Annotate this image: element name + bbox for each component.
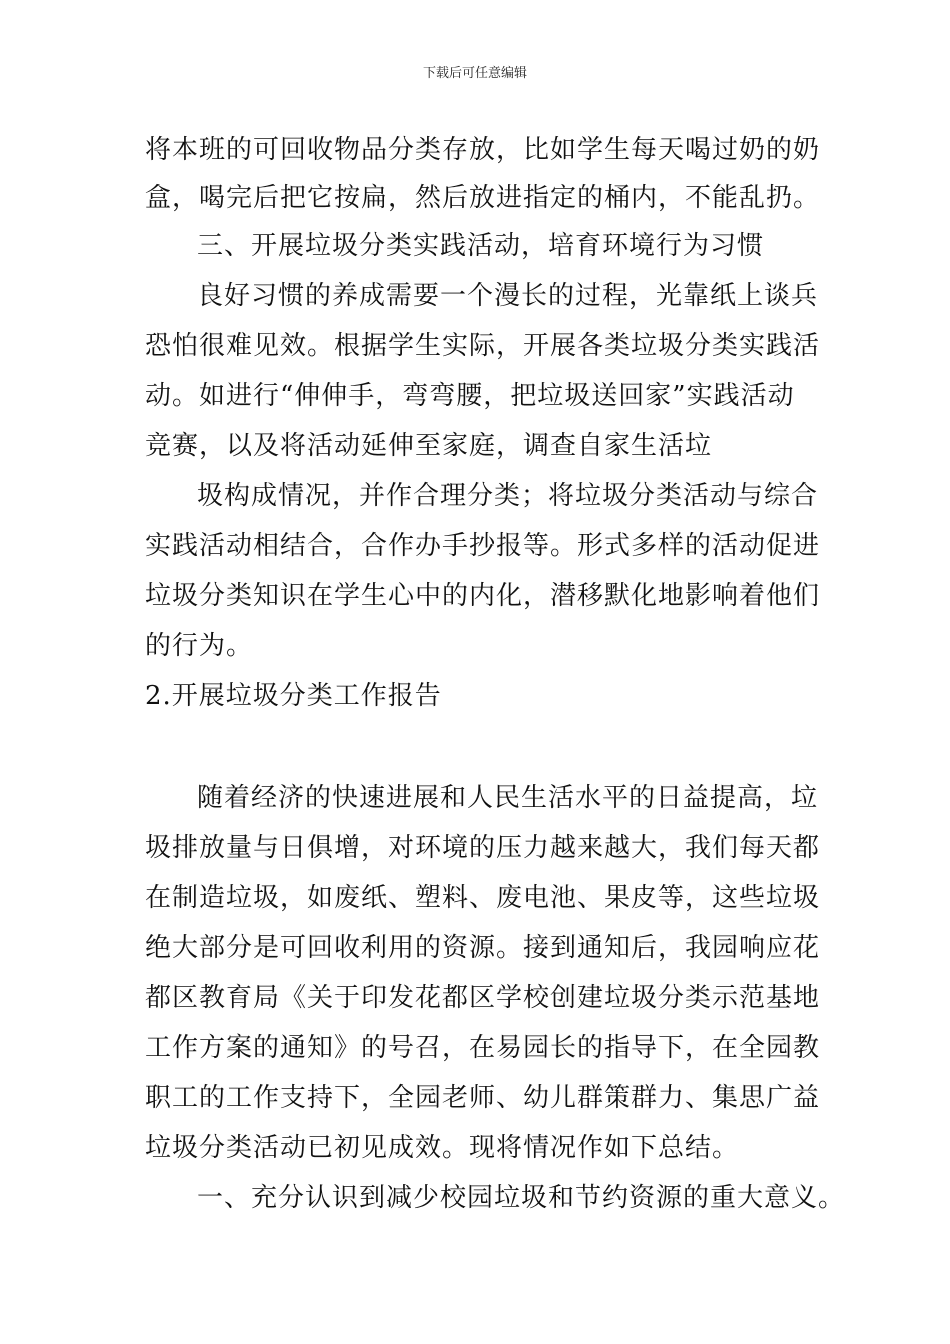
body-text-line: 绝大部分是可回收利用的资源。接到通知后，我园响应花 [145,933,821,963]
body-text-line: 圾构成情况，并作合理分类；将垃圾分类活动与综合 [197,481,819,511]
body-text-line: 将本班的可回收物品分类存放，比如学生每天喝过奶的奶 [145,135,821,165]
body-text-line: 动。如进行“伸伸手，弯弯腰，把垃圾送回家”实践活动 [145,381,795,411]
body-text-line: 良好习惯的养成需要一个漫长的过程，光靠纸上谈兵 [197,281,819,311]
body-text-line: 盒，喝完后把它按扁，然后放进指定的桶内，不能乱扔。 [145,183,821,213]
body-text-line: 职工的工作支持下，全园老师、幼儿群策群力、集思广益 [145,1083,821,1113]
body-text-line: 垃圾分类知识在学生心中的内化，潜移默化地影响着他们 [145,581,821,611]
body-text-line: 竞赛，以及将活动延伸至家庭，调查自家生活垃 [145,431,713,461]
body-text-line: 实践活动相结合，合作办手抄报等。形式多样的活动促进 [145,531,821,561]
body-text-line: 恐怕很难见效。根据学生实际，开展各类垃圾分类实践活 [145,331,821,361]
body-text-line: 垃圾分类活动已初见成效。现将情况作如下总结。 [145,1133,740,1163]
body-text-line: 工作方案的通知》的号召，在易园长的指导下，在全园教 [145,1033,821,1063]
report-title: 2.开展垃圾分类工作报告 [145,681,442,711]
body-text-line: 随着经济的快速进展和人民生活水平的日益提高，垃 [197,783,819,813]
body-text-line: 在制造垃圾，如废纸、塑料、废电池、果皮等，这些垃圾 [145,883,821,913]
page-header-note: 下载后可任意编辑 [422,66,527,81]
section-heading: 一、充分认识到减少校园垃圾和节约资源的重大意义。 [197,1183,846,1213]
section-heading: 三、开展垃圾分类实践活动，培育环境行为习惯 [197,231,765,261]
body-text-line: 都区教育局《关于印发花都区学校创建垃圾分类示范基地 [145,983,821,1013]
body-text-line: 圾排放量与日俱增，对环境的压力越来越大，我们每天都 [145,833,821,863]
body-text-line: 的行为。 [145,631,254,661]
